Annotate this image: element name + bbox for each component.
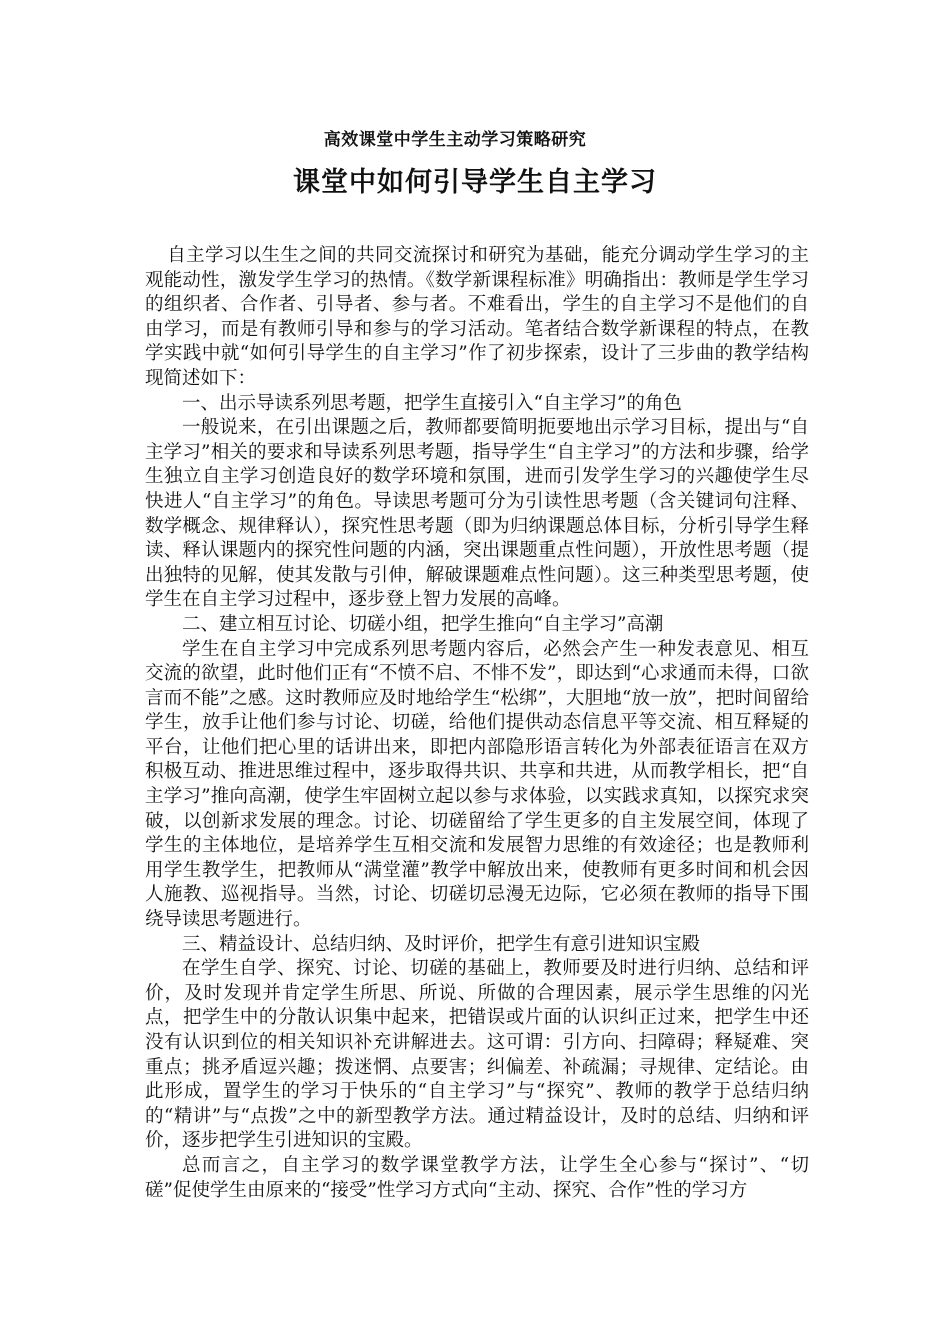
document-subtitle: 高效课堂中学生主动学习策略研究 — [323, 130, 587, 150]
section-heading-3: 三、精益设计、总结归纳、及时评价，把学生有意引进知识宝殿 — [182, 933, 701, 955]
document-title: 课堂中如何引导学生自主学习 — [293, 167, 657, 198]
paragraph-section-3: 在学生自学、探究、讨论、切磋的基础上，教师要及时进行归纳、总结和评价，及时发现并肯定学生所思、所说、所做的合理因素，展示学生思维的闪光点，把学生中的分散认识集中起来，把错误或片面的认识纠正过来，把学生中还没有认识到位的相关知识补充讲解进去。这可谓：引方向、扫障碍；释疑难、突重点；挑矛盾逗兴趣；拨迷惘、点要害；纠偏差、补疏漏；寻规律、定结论。由此形成，置学生的学习于快乐的“自主学习”与“探究”、教师的教学于总结归纳的“精讲”与“点拨”之中的新型教学方法。通过精益设计，及时的总结、归纳和评价，逐步把学生引进知识的宝殿。 — [145, 958, 809, 1152]
paragraph-section-2: 学生在自主学习中完成系列思考题内容后，必然会产生一种发表意见、相互交流的欲望，此时他们正有“不愤不启、不悱不发”，即达到“心求通而未得，口欲言而不能”之感。这时教师应及时地给学生“松绑”，大胆地“放一放”，把时间留给学生，放手让他们参与讨论、切磋，给他们提供动态信息平等交流、相互释疑的平台，让他们把心里的话讲出来，即把内部隐形语言转化为外部表征语言在双方积极互动、推进思维过程中，逐步取得共识、共享和共进，从而教学相长，把“自主学习”推向高潮，使学生牢固树立起以参与求体验，以实践求真知，以探究求突破，以创新求发展的理念。讨论、切磋留给了学生更多的自主发展空间，体现了学生的主体地位，是培养学生互相交流和发展智力思维的有效途径；也是教师利用学生教学生，把教师从“满堂灌”教学中解放出来，使教师有更多时间和机会因人施教、巡视指导。当然，讨论、切磋切忌漫无边际，它必须在教师的指导下围绕导读思考题进行。 — [145, 638, 809, 931]
document-body — [145, 244, 809, 1203]
section-heading-2: 二、建立相互讨论、切磋小组，把学生推向“自主学习”高潮 — [182, 613, 664, 635]
paragraph-conclusion: 总而言之，自主学习的数学课堂教学方法，让学生全心参与“探讨”、“切磋”促使学生由原来的“接受”性学习方式向“主动、探究、合作”性的学习方 — [145, 1154, 809, 1201]
paragraph-intro: 自主学习以生生之间的共同交流探讨和研究为基础，能充分调动学生学习的主观能动性，激发学生学习的热情。《数学新课程标准》明确指出：教师是学生学习的组织者、合作者、引导者、参与者。不难看出，学生的自主学习不是他们的自由学习，而是有教师引导和参与的学习活动。笔者结合数学新课程的特点，在教学实践中就“如何引导学生的自主学习”作了初步探索，设计了三步曲的教学结构现简述如下： — [145, 245, 809, 389]
paragraph-section-1: 一般说来，在引出课题之后，教师都要简明扼要地出示学习目标，提出与“自主学习”相关的要求和导读系列思考题，指导学生“自主学习”的方法和步骤，给学生独立自主学习创造良好的数学环境和氛围，进而引发学生学习的兴趣使学生尽快进人“自主学习”的角色。导读思考题可分为引读性思考题（含关键词句注释、数学概念、规律释认），探究性思考题（即为归纳课题总体目标，分析引导学生释读、释认课题内的探究性问题的内涵，突出课题重点性问题），开放性思考题（提出独特的见解，使其发散与引伸，解破课题难点性问题）。这三种类型思考题，使学生在自主学习过程中，逐步登上智力发展的高峰。 — [145, 417, 809, 611]
section-heading-1: 一、出示导读系列思考题，把学生直接引入“自主学习”的角色 — [182, 392, 682, 414]
